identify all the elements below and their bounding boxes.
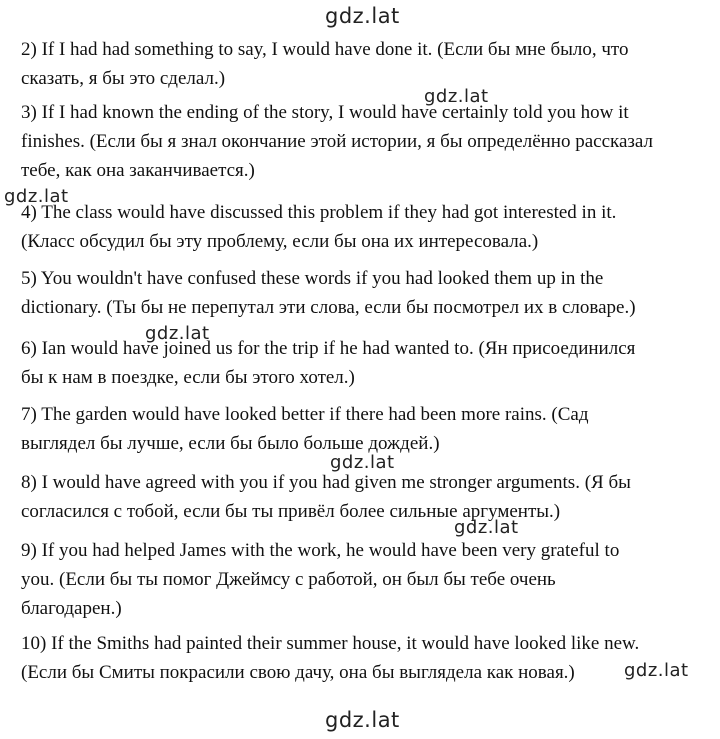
- watermark-top: gdz.lat: [325, 4, 400, 28]
- item-line: 8) I would have agreed with you if you had given me stronger arguments. (Я бы: [21, 472, 631, 493]
- item-line: 4) The class would have discussed this problem if they had got interested in it.: [21, 202, 617, 223]
- exercise-item-2: [21, 35, 711, 93]
- item-line: dictionary. (Ты бы не перепутал эти слова, если бы посмотрел их в словаре.): [21, 297, 636, 318]
- item-line: 2) If I had had something to say, I would have done it. (Если бы мне было, что: [21, 39, 629, 60]
- item-line: 5) You wouldn't have confused these words if you had looked them up in the: [21, 268, 604, 289]
- exercise-item-4: [21, 198, 711, 256]
- exercise-item-10: [21, 629, 711, 687]
- item-line: (Если бы Смиты покрасили свою дачу, она бы выглядела как новая.): [21, 662, 575, 683]
- item-line: согласился с тобой, если бы ты привёл более сильные аргументы.): [21, 501, 561, 522]
- item-line: 6) Ian would have joined us for the trip if he had wanted to. (Ян присоединился: [21, 338, 636, 359]
- exercise-item-9: [21, 536, 711, 623]
- exercise-item-8: [21, 468, 711, 526]
- item-line: 9) If you had helped James with the work, he would have been very grateful to: [21, 540, 620, 561]
- exercise-item-7: [21, 400, 711, 458]
- watermark-bottom: gdz.lat: [325, 708, 400, 732]
- item-line: выглядел бы лучше, если бы было больше дождей.): [21, 433, 440, 454]
- exercise-item-6: [21, 334, 711, 392]
- item-line: тебе, как она заканчивается.): [21, 160, 255, 181]
- item-line: (Класс обсудил бы эту проблему, если бы она их интересовала.): [21, 231, 539, 252]
- item-line: благодарен.): [21, 598, 122, 619]
- item-line: 7) The garden would have looked better if there had been more rains. (Сад: [21, 404, 589, 425]
- watermark: gdz.lat: [4, 186, 69, 207]
- item-line: you. (Если бы ты помог Джеймсу с работой, он был бы тебе очень: [21, 569, 556, 590]
- watermark: gdz.lat: [145, 323, 210, 344]
- watermark: gdz.lat: [624, 660, 689, 681]
- item-line: finishes. (Если бы я знал окончание этой истории, я бы определённо рассказал: [21, 131, 653, 152]
- watermark: gdz.lat: [424, 86, 489, 107]
- item-line: сказать, я бы это сделал.): [21, 68, 226, 89]
- item-line: бы к нам в поездке, если бы этого хотел.): [21, 367, 355, 388]
- item-line: 10) If the Smiths had painted their summer house, it would have looked like new.: [21, 633, 640, 654]
- watermark: gdz.lat: [330, 452, 395, 473]
- item-line: 3) If I had known the ending of the story, I would have certainly told you how it: [21, 102, 629, 123]
- watermark: gdz.lat: [454, 517, 519, 538]
- exercise-item-5: [21, 264, 711, 322]
- exercise-item-3: [21, 98, 711, 185]
